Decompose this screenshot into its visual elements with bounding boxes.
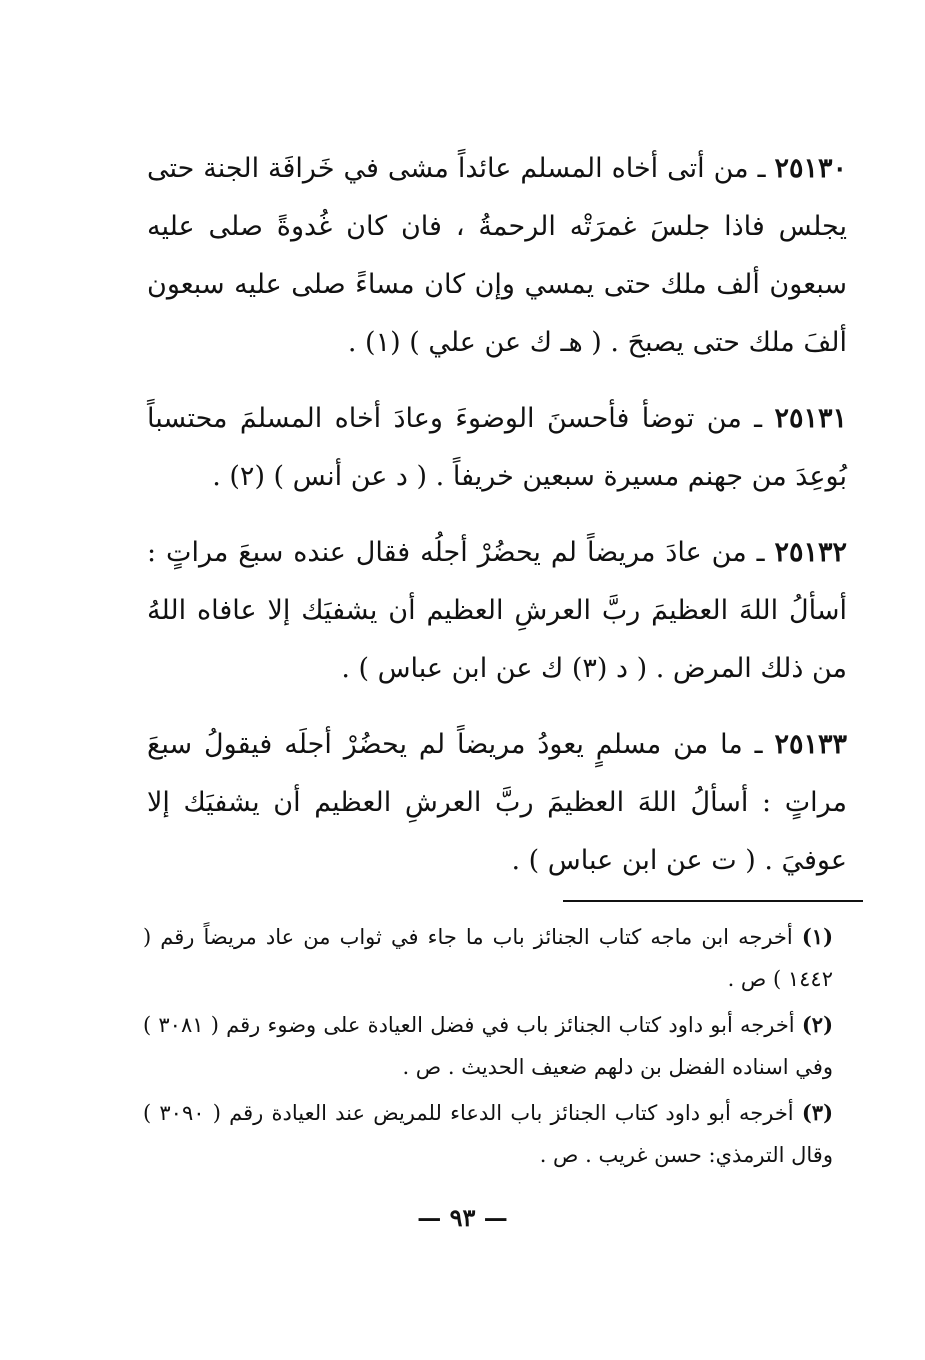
hadith-number: ٢٥١٣٢ <box>774 537 847 568</box>
hadith-source: ( هـ ك عن علي ) (١) . <box>347 327 602 358</box>
footnote-2 <box>143 1004 833 1088</box>
dash-separator: ـ <box>746 537 765 568</box>
hadith-number: ٢٥١٣٣ <box>774 729 847 760</box>
dash-separator: ـ <box>741 403 763 434</box>
hadith-entry-25133 <box>147 716 847 890</box>
hadith-text: من توضأ فأحسنَ الوضوءَ وعادَ أخاه المسلمَ محتسباً بُوعِدَ من جهنم مسيرة سبعين خريفاً . <box>147 403 847 492</box>
footnote-text: أخرجه أبو داود كتاب الجنائز باب في فضل العيادة على وضوء رقم ( ٣٠٨١ ) وفي اسناده الفضل بن دلهم ضعيف الحديث . ص . <box>143 1013 833 1079</box>
hadith-source: ( د (٣) ك عن ابن عباس ) . <box>341 653 648 684</box>
footnotes <box>143 916 833 1180</box>
footnote-number: (٢) <box>801 1012 833 1037</box>
hadith-number: ٢٥١٣٠ <box>774 153 847 184</box>
footnote-text: أخرجه أبو داود كتاب الجنائز باب الدعاء للمريض عند العيادة رقم ( ٣٠٩٠ ) وقال الترمذي: حسن غريب . ص . <box>143 1101 833 1167</box>
hadith-text: من أتى أخاه المسلم عائداً مشى في خَرافَة الجنة حتى يجلس فاذا جلسَ غمرَتْه الرحمةُ ، فان كان غُدوةً صلى عليه سبعون ألف ملك حتى يمسي وإن كان مساءً صلى عليه سبعون ألفَ ملك حتى يصبحَ . <box>147 153 847 358</box>
footnote-divider <box>563 900 863 902</box>
hadith-entry-25131 <box>147 390 847 506</box>
footnote-3 <box>143 1092 833 1176</box>
page-number: — ٩٣ — <box>417 1203 508 1232</box>
hadith-number: ٢٥١٣١ <box>774 403 847 434</box>
dash-separator: ـ <box>742 729 763 760</box>
footnote-number: (١) <box>801 924 833 949</box>
hadith-entry-25130 <box>147 140 847 372</box>
dash-separator: ـ <box>748 153 766 184</box>
hadith-entry-25132 <box>147 524 847 698</box>
footnote-1 <box>143 916 833 1000</box>
hadith-list <box>147 140 847 908</box>
hadith-source: ( د عن أنس ) (٢) . <box>212 461 428 492</box>
hadith-source: ( ت عن ابن عباس ) . <box>511 845 756 876</box>
footnote-number: (٣) <box>801 1100 833 1125</box>
hadith-text: من عادَ مريضاً لم يحضُرْ أجلُه فقال عنده سبعَ مراتٍ : أسألُ اللهَ العظيمَ ربَّ العرشِ العظيم أن يشفيَك إلا عافاه اللهُ من ذلك المرض . <box>147 537 847 684</box>
footnote-text: أخرجه ابن ماجه كتاب الجنائز باب ما جاء في ثواب من عاد مريضاً رقم ( ١٤٤٢ ) ص . <box>143 925 833 991</box>
hadith-text: ما من مسلمٍ يعودُ مريضاً لم يحضُرْ أجلَه فيقولُ سبعَ مراتٍ : أسألُ اللهَ العظيمَ ربَّ العرشِ العظيم أن يشفيَك إلا عوفيَ . <box>147 729 847 876</box>
